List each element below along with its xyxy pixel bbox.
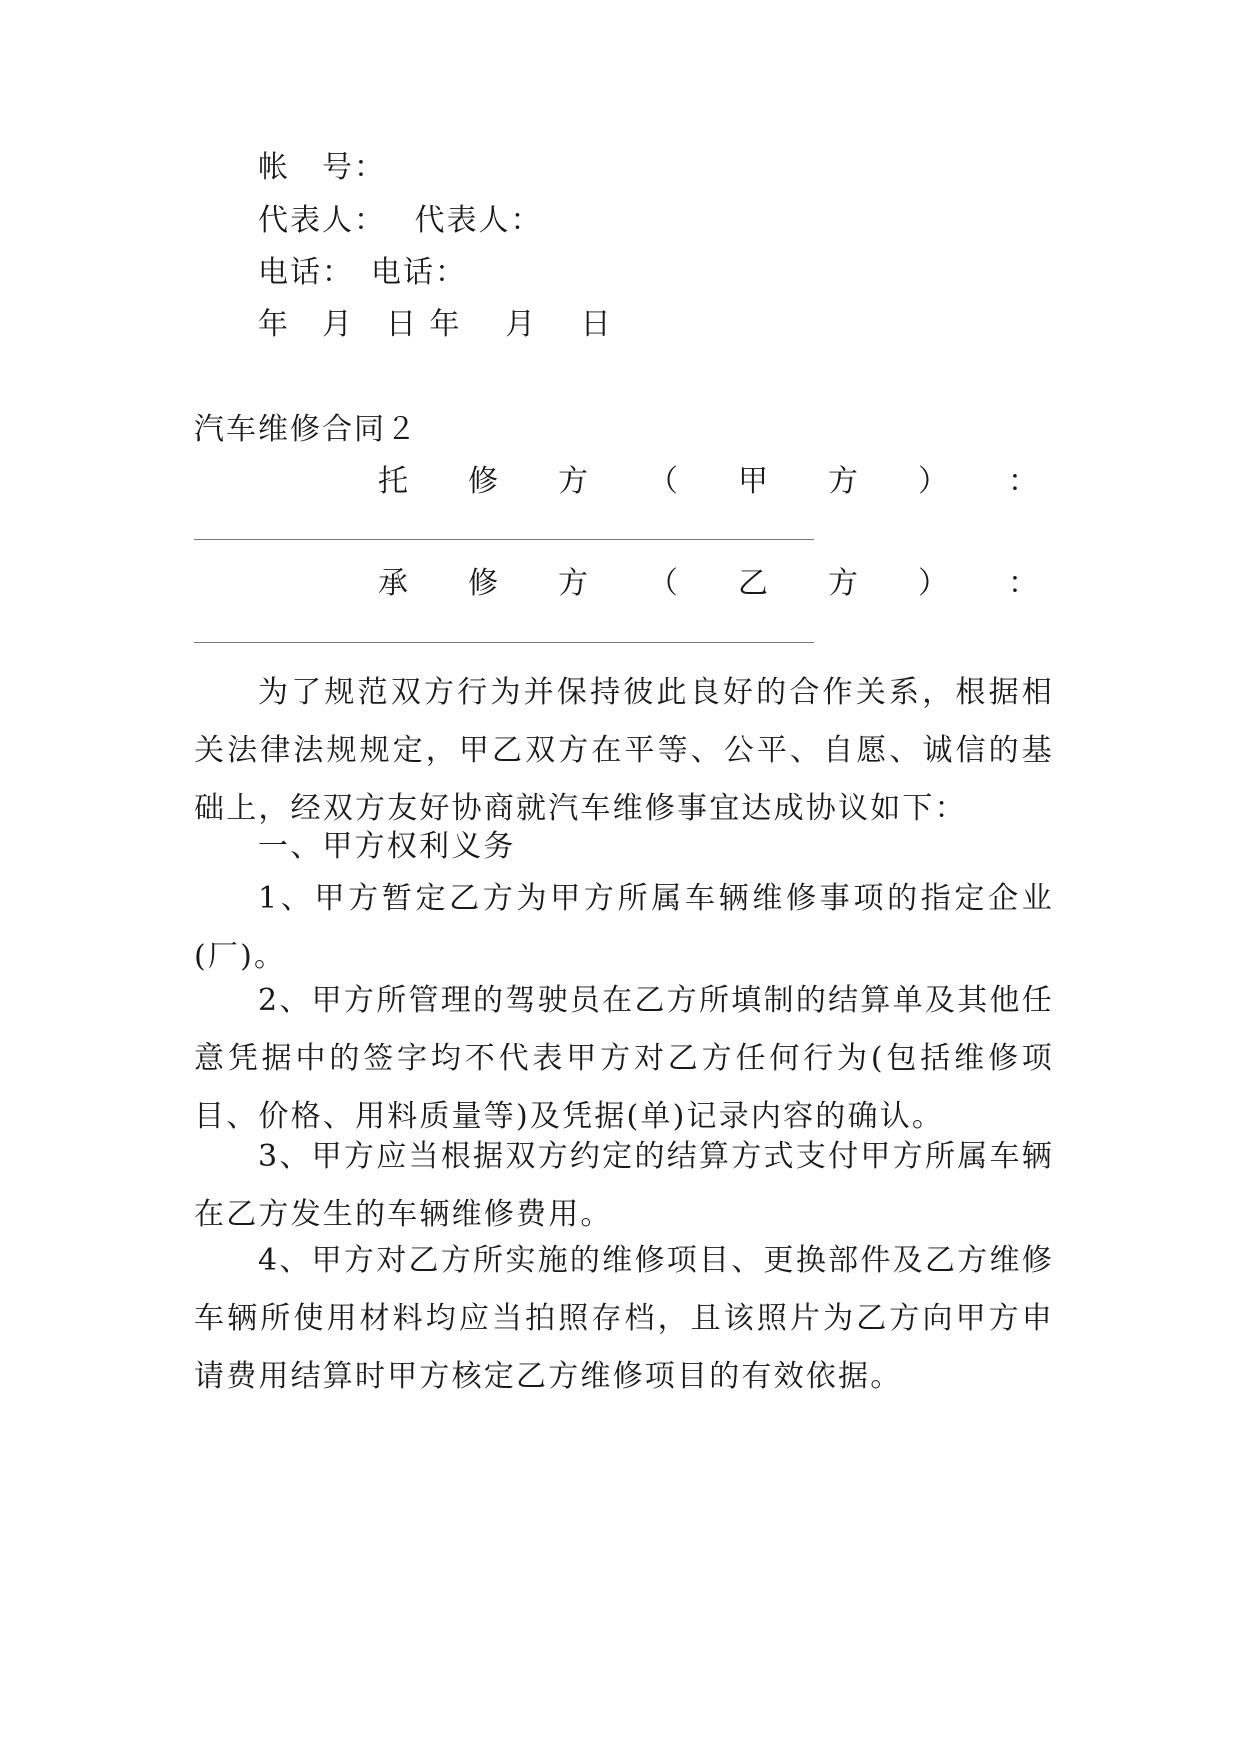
- contractor-char: 乙: [738, 566, 768, 601]
- client-char: 托: [378, 464, 408, 499]
- clause-4: 4、甲方对乙方所实施的维修项目、更换部件及乙方维修车辆所使用材料均应当拍照存档，且该照片为乙方向甲方申请费用结算时甲方核定乙方维修项目的有效依据。: [194, 1243, 1054, 1394]
- contract-title: 汽车维修合同２: [194, 412, 418, 447]
- client-char: 甲: [738, 464, 768, 499]
- preamble-paragraph: 为了规范双方行为并保持彼此良好的合作关系，根据相关法律法规规定，甲乙双方在平等、公平、自愿、诚信的基础上，经双方友好协商就汽车维修事宜达成协议如下：: [194, 675, 1054, 826]
- client-char: ）: [918, 464, 948, 499]
- phone-labels: 电话： 电话：: [258, 255, 467, 290]
- client-char: （: [648, 464, 678, 499]
- date-labels: 年 月 日 年 月 日: [258, 307, 613, 342]
- account-label: 帐 号：: [258, 150, 386, 185]
- client-char: 方: [558, 464, 588, 499]
- client-fill-line: [194, 539, 814, 540]
- contractor-char: 承: [378, 566, 408, 601]
- contractor-char: 方: [558, 566, 588, 601]
- contractor-char: ）: [918, 566, 948, 601]
- client-party-line: [378, 462, 1038, 502]
- contractor-fill-line: [194, 642, 814, 643]
- section-heading: 一、甲方权利义务: [258, 829, 516, 864]
- clause-2: 2、甲方所管理的驾驶员在乙方所填制的结算单及其他任意凭据中的签字均不代表甲方对乙方任何行为(包括维修项目、价格、用料质量等)及凭据(单)记录内容的确认。: [194, 983, 1054, 1134]
- representative-labels: 代表人： 代表人：: [258, 203, 543, 238]
- contractor-char: 方: [828, 566, 858, 601]
- contractor-char: ：: [1008, 566, 1038, 601]
- client-char: 修: [468, 464, 498, 499]
- clause-3: 3、甲方应当根据双方约定的结算方式支付甲方所属车辆在乙方发生的车辆维修费用。: [194, 1139, 1054, 1232]
- contractor-char: （: [648, 566, 678, 601]
- contractor-party-line: [378, 564, 1038, 604]
- client-char: 方: [828, 464, 858, 499]
- client-char: ：: [1008, 464, 1038, 499]
- clause-1: 1、甲方暂定乙方为甲方所属车辆维修事项的指定企业(厂)。: [194, 881, 1054, 974]
- contractor-char: 修: [468, 566, 498, 601]
